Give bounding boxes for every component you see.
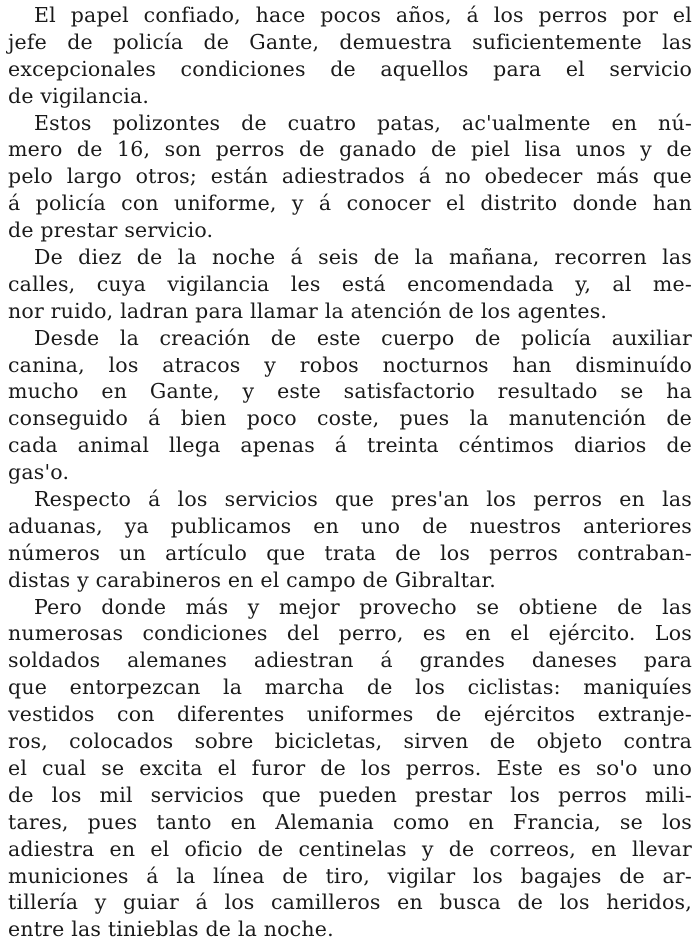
text-line: el cual se excita el furor de los perros. Este es so'o uno <box>8 755 692 780</box>
text-line: gas'o. <box>8 460 70 485</box>
text-line: adiestra en el oficio de centinelas y de correos, en llevar <box>8 836 692 861</box>
text-line: tares, pues tanto en Alemania como en Francia, se los <box>8 809 692 834</box>
text-line: números un artículo que trata de los perros contraban- <box>8 540 692 565</box>
text-line: de vigilancia. <box>8 83 150 108</box>
text-line: De diez de la noche á seis de la mañana, recorren las <box>34 245 692 270</box>
paragraph <box>0 110 700 244</box>
text-line: distas y carabineros en el campo de Gibraltar. <box>8 567 497 592</box>
article-body <box>0 2 700 943</box>
text-line: que entorpezcan la marcha de los ciclistas: maniquíes <box>8 675 692 700</box>
text-line: de los mil servicios que pueden prestar los perros mili- <box>8 782 692 807</box>
text-line: soldados alemanes adiestran á grandes daneses para <box>8 648 692 673</box>
text-line: tillería y guiar á los camilleros en busca de los heridos, <box>8 890 692 915</box>
paragraph <box>0 244 700 325</box>
text-line: vestidos con diferentes uniformes de ejércitos extranje- <box>8 702 692 727</box>
text-line: aduanas, ya publicamos en uno de nuestros anteriores <box>8 513 692 538</box>
paragraph <box>0 594 700 944</box>
paragraph <box>0 325 700 486</box>
text-line: ros, colocados sobre bicicletas, sirven de objeto contra <box>8 729 692 754</box>
text-line: conseguido á bien poco coste, pues la manutención de <box>8 406 692 431</box>
text-line: mucho en Gante, y este satisfactorio resultado se ha <box>8 379 692 404</box>
text-line: calles, cuya vigilancia les está encomendada y, al me- <box>8 271 692 296</box>
text-line: Pero donde más y mejor provecho se obtiene de las <box>34 594 692 619</box>
text-line: canina, los atracos y robos nocturnos han disminuído <box>8 352 692 377</box>
text-line: excepcionales condiciones de aquellos para el servicio <box>8 56 692 81</box>
text-line: pelo largo otros; están adiestrados á no obedecer más que <box>8 164 692 189</box>
text-line: Estos polizontes de cuatro patas, ac'ualmente en nú- <box>34 110 692 135</box>
text-line: Respecto á los servicios que pres'an los perros en las <box>34 487 692 512</box>
text-line: nor ruido, ladran para llamar la atención de los agentes. <box>8 298 608 323</box>
text-line: El papel confiado, hace pocos años, á los perros por el <box>34 3 692 27</box>
text-line: municiones á la línea de tiro, vigilar los bagajes de ar- <box>8 863 692 888</box>
text-line: cada animal llega apenas á treinta céntimos diarios de <box>8 433 692 458</box>
text-line: numerosas condiciones del perro, es en el ejército. Los <box>8 621 692 646</box>
text-line: entre las tinieblas de la noche. <box>8 917 334 942</box>
paragraph <box>0 486 700 594</box>
text-line: jefe de policía de Gante, demuestra suficientemente las <box>8 29 692 54</box>
paragraph <box>0 2 700 110</box>
text-line: Desde la creación de este cuerpo de policía auxiliar <box>34 325 692 350</box>
text-line: de prestar servicio. <box>8 218 214 243</box>
text-line: mero de 16, son perros de ganado de piel lisa unos y de <box>8 137 692 162</box>
text-line: á policía con uniforme, y á conocer el distrito donde han <box>8 191 692 216</box>
